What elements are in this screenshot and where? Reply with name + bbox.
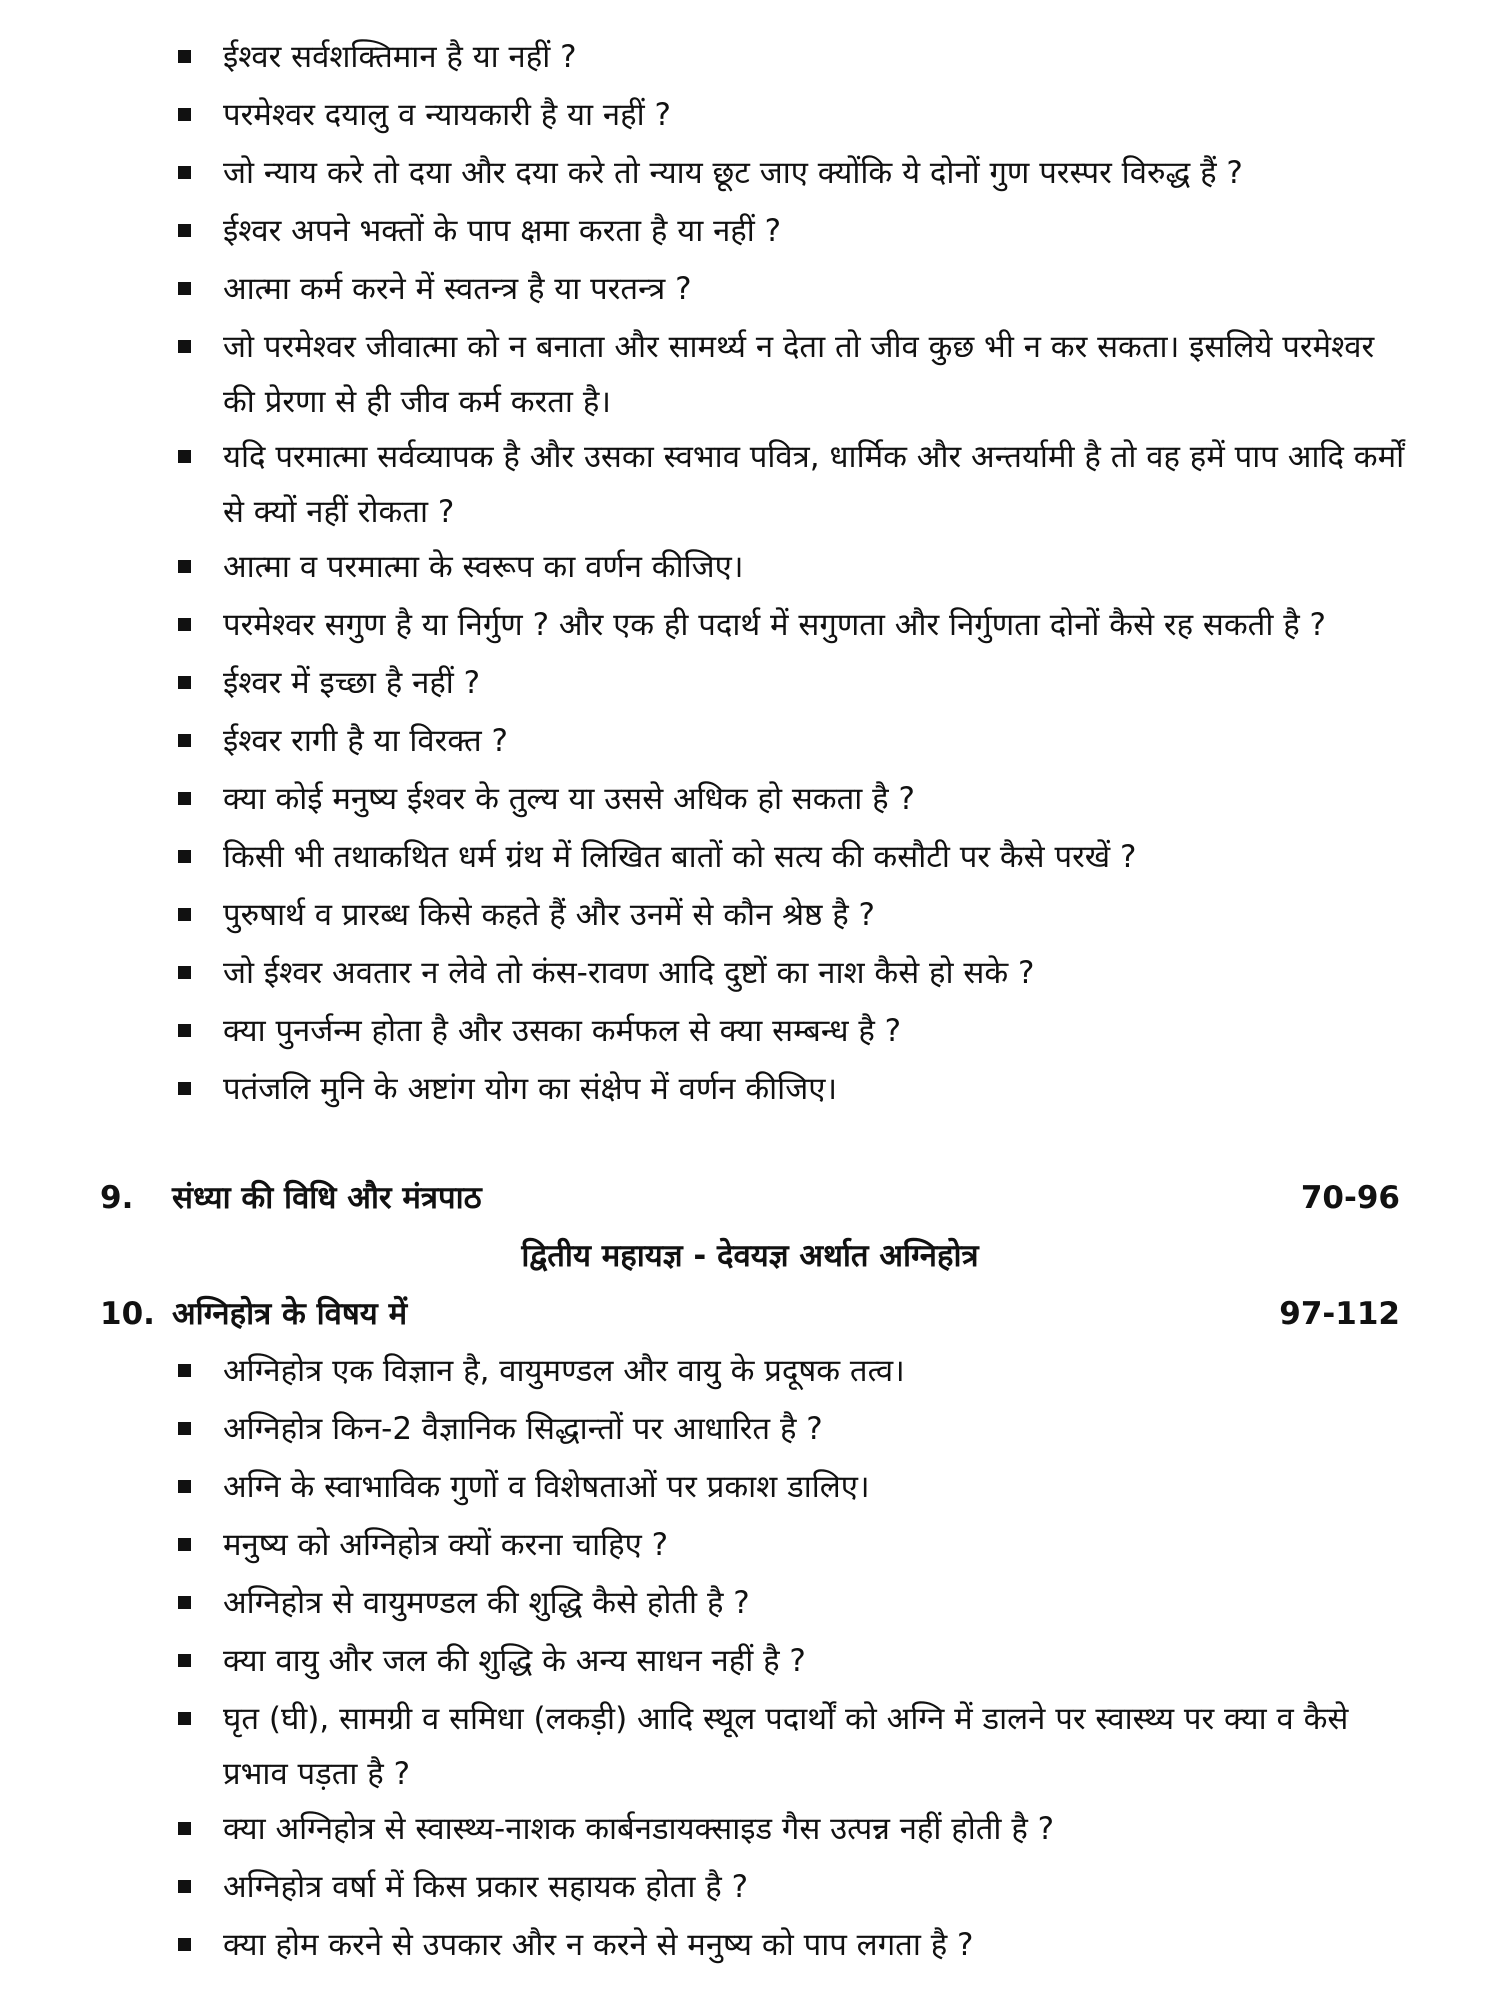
- square-bullet-icon: [178, 1364, 191, 1377]
- list-item: [178, 1802, 1408, 1860]
- square-bullet-icon: [178, 734, 191, 747]
- list-item: [178, 1062, 1408, 1120]
- list-item: [178, 1634, 1408, 1692]
- list-item: [178, 656, 1408, 714]
- list-item-text: क्या वायु और जल की शुद्धि के अन्य साधन नहीं है ?: [223, 1643, 806, 1679]
- square-bullet-icon: [178, 108, 191, 121]
- square-bullet-icon: [178, 1422, 191, 1435]
- square-bullet-icon: [178, 1024, 191, 1037]
- list-item-text: पुरुषार्थ व प्रारब्ध किसे कहते हैं और उनमें से कौन श्रेष्ठ है ?: [223, 897, 875, 933]
- square-bullet-icon: [178, 282, 191, 295]
- list-item-text: आत्मा व परमात्मा के स्वरूप का वर्णन कीजिए।: [223, 549, 744, 585]
- square-bullet-icon: [178, 166, 191, 179]
- list-item: [178, 146, 1408, 204]
- section-number: 9.: [100, 1180, 134, 1216]
- list-item-text: अग्निहोत्र किन-2 वैज्ञानिक सिद्धान्तों पर आधारित है ?: [223, 1411, 823, 1447]
- list-item-text: अग्निहोत्र से वायुमण्डल की शुद्धि कैसे होती है ?: [223, 1585, 750, 1621]
- section-number: 10.: [100, 1296, 155, 1332]
- toc-entry-section-10: [100, 1286, 1400, 1342]
- square-bullet-icon: [178, 1712, 191, 1725]
- list-item: [178, 1518, 1408, 1576]
- list-item: [178, 888, 1408, 946]
- square-bullet-icon: [178, 850, 191, 863]
- list-item: [178, 1402, 1408, 1460]
- square-bullet-icon: [178, 1082, 191, 1095]
- section-title: अग्निहोत्र के विषय में: [172, 1296, 408, 1332]
- list-item: [178, 830, 1408, 888]
- list-item: [178, 1692, 1408, 1802]
- square-bullet-icon: [178, 1480, 191, 1493]
- square-bullet-icon: [178, 966, 191, 979]
- list-item-text: परमेश्वर सगुण है या निर्गुण ? और एक ही पदार्थ में सगुणता और निर्गुणता दोनों कैसे रह सकती है ?: [223, 607, 1326, 643]
- toc-entry-section-9: [100, 1170, 1400, 1226]
- part-heading: द्वितीय महायज्ञ - देवयज्ञ अर्थात अग्निहोत्र: [521, 1238, 979, 1274]
- square-bullet-icon: [178, 1880, 191, 1893]
- list-item: [178, 1004, 1408, 1062]
- list-item: [178, 430, 1408, 540]
- list-item: [178, 1860, 1408, 1918]
- list-item-text: जो ईश्वर अवतार न लेवे तो कंस-रावण आदि दुष्टों का नाश कैसे हो सके ?: [223, 955, 1035, 991]
- list-item-text: पतंजलि मुनि के अष्टांग योग का संक्षेप में वर्णन कीजिए।: [223, 1071, 838, 1107]
- list-item: [178, 714, 1408, 772]
- list-item: [178, 1918, 1408, 1976]
- list-item-text: किसी भी तथाकथित धर्म ग्रंथ में लिखित बातों को सत्य की कसौटी पर कैसे परखें ?: [223, 839, 1137, 875]
- list-item-text: यदि परमात्मा सर्वव्यापक है और उसका स्वभाव पवित्र, धार्मिक और अन्तर्यामी है तो वह हमें पाप आदि कर्मों से क्यों नहीं रोकता ?: [223, 439, 1405, 530]
- list-item: [178, 262, 1408, 320]
- list-item: [178, 540, 1408, 598]
- page-range: 70-96: [1300, 1180, 1400, 1216]
- list-item-text: क्या पुनर्जन्म होता है और उसका कर्मफल से क्या सम्बन्ध है ?: [223, 1013, 902, 1049]
- list-item: [178, 204, 1408, 262]
- list-item-text: आत्मा कर्म करने में स्वतन्त्र है या परतन्त्र ?: [223, 271, 692, 307]
- list-item-text: जो न्याय करे तो दया और दया करे तो न्याय छूट जाए क्योंकि ये दोनों गुण परस्पर विरुद्ध हैं ?: [223, 155, 1243, 191]
- section-title: संध्या की विधि और मंत्रपाठ: [172, 1180, 482, 1216]
- list-item-text: मनुष्य को अग्निहोत्र क्यों करना चाहिए ?: [223, 1527, 669, 1563]
- list-item-text: ईश्वर सर्वशक्तिमान है या नहीं ?: [223, 39, 577, 75]
- square-bullet-icon: [178, 224, 191, 237]
- list-item: [178, 320, 1408, 430]
- list-item-text: ईश्वर अपने भक्तों के पाप क्षमा करता है या नहीं ?: [223, 213, 782, 249]
- question-list-top: [178, 30, 1408, 1120]
- page-range: 97-112: [1279, 1296, 1400, 1332]
- square-bullet-icon: [178, 618, 191, 631]
- list-item-text: जो परमेश्वर जीवात्मा को न बनाता और सामर्थ्य न देता तो जीव कुछ भी न कर सकता। इसलिये परमेश्वर की प्रेरणा से ही जीव कर्म करता है।: [223, 329, 1375, 420]
- square-bullet-icon: [178, 908, 191, 921]
- square-bullet-icon: [178, 1654, 191, 1667]
- list-item: [178, 598, 1408, 656]
- list-item: [178, 30, 1408, 88]
- list-item: [178, 1460, 1408, 1518]
- square-bullet-icon: [178, 1822, 191, 1835]
- square-bullet-icon: [178, 340, 191, 353]
- square-bullet-icon: [178, 560, 191, 573]
- list-item-text: अग्निहोत्र वर्षा में किस प्रकार सहायक होता है ?: [223, 1869, 749, 1905]
- list-item: [178, 946, 1408, 1004]
- square-bullet-icon: [178, 50, 191, 63]
- square-bullet-icon: [178, 450, 191, 463]
- list-item: [178, 88, 1408, 146]
- list-item: [178, 1344, 1408, 1402]
- list-item-text: क्या होम करने से उपकार और न करने से मनुष्य को पाप लगता है ?: [223, 1927, 974, 1963]
- list-item-text: क्या अग्निहोत्र से स्वास्थ्य-नाशक कार्बनडायक्साइड गैस उत्पन्न नहीं होती है ?: [223, 1811, 1055, 1847]
- list-item: [178, 772, 1408, 830]
- list-item: [178, 1576, 1408, 1634]
- list-item-text: अग्नि के स्वाभाविक गुणों व विशेषताओं पर प्रकाश डालिए।: [223, 1469, 870, 1505]
- list-item-text: ईश्वर रागी है या विरक्त ?: [223, 723, 508, 759]
- list-item-text: अग्निहोत्र एक विज्ञान है, वायुमण्डल और वायु के प्रदूषक तत्व।: [223, 1353, 905, 1389]
- question-list-bottom: [178, 1344, 1408, 1976]
- list-item-text: परमेश्वर दयालु व न्यायकारी है या नहीं ?: [223, 97, 671, 133]
- list-item-text: ईश्वर में इच्छा है नहीं ?: [223, 665, 481, 701]
- square-bullet-icon: [178, 1596, 191, 1609]
- square-bullet-icon: [178, 676, 191, 689]
- square-bullet-icon: [178, 792, 191, 805]
- square-bullet-icon: [178, 1538, 191, 1551]
- square-bullet-icon: [178, 1938, 191, 1951]
- list-item-text: घृत (घी), सामग्री व समिधा (लकड़ी) आदि स्थूल पदार्थों को अग्नि में डालने पर स्वास्थ्य पर क्या व कैसे प्रभाव पड़ता है ?: [223, 1701, 1349, 1792]
- list-item-text: क्या कोई मनुष्य ईश्वर के तुल्य या उससे अधिक हो सकता है ?: [223, 781, 915, 817]
